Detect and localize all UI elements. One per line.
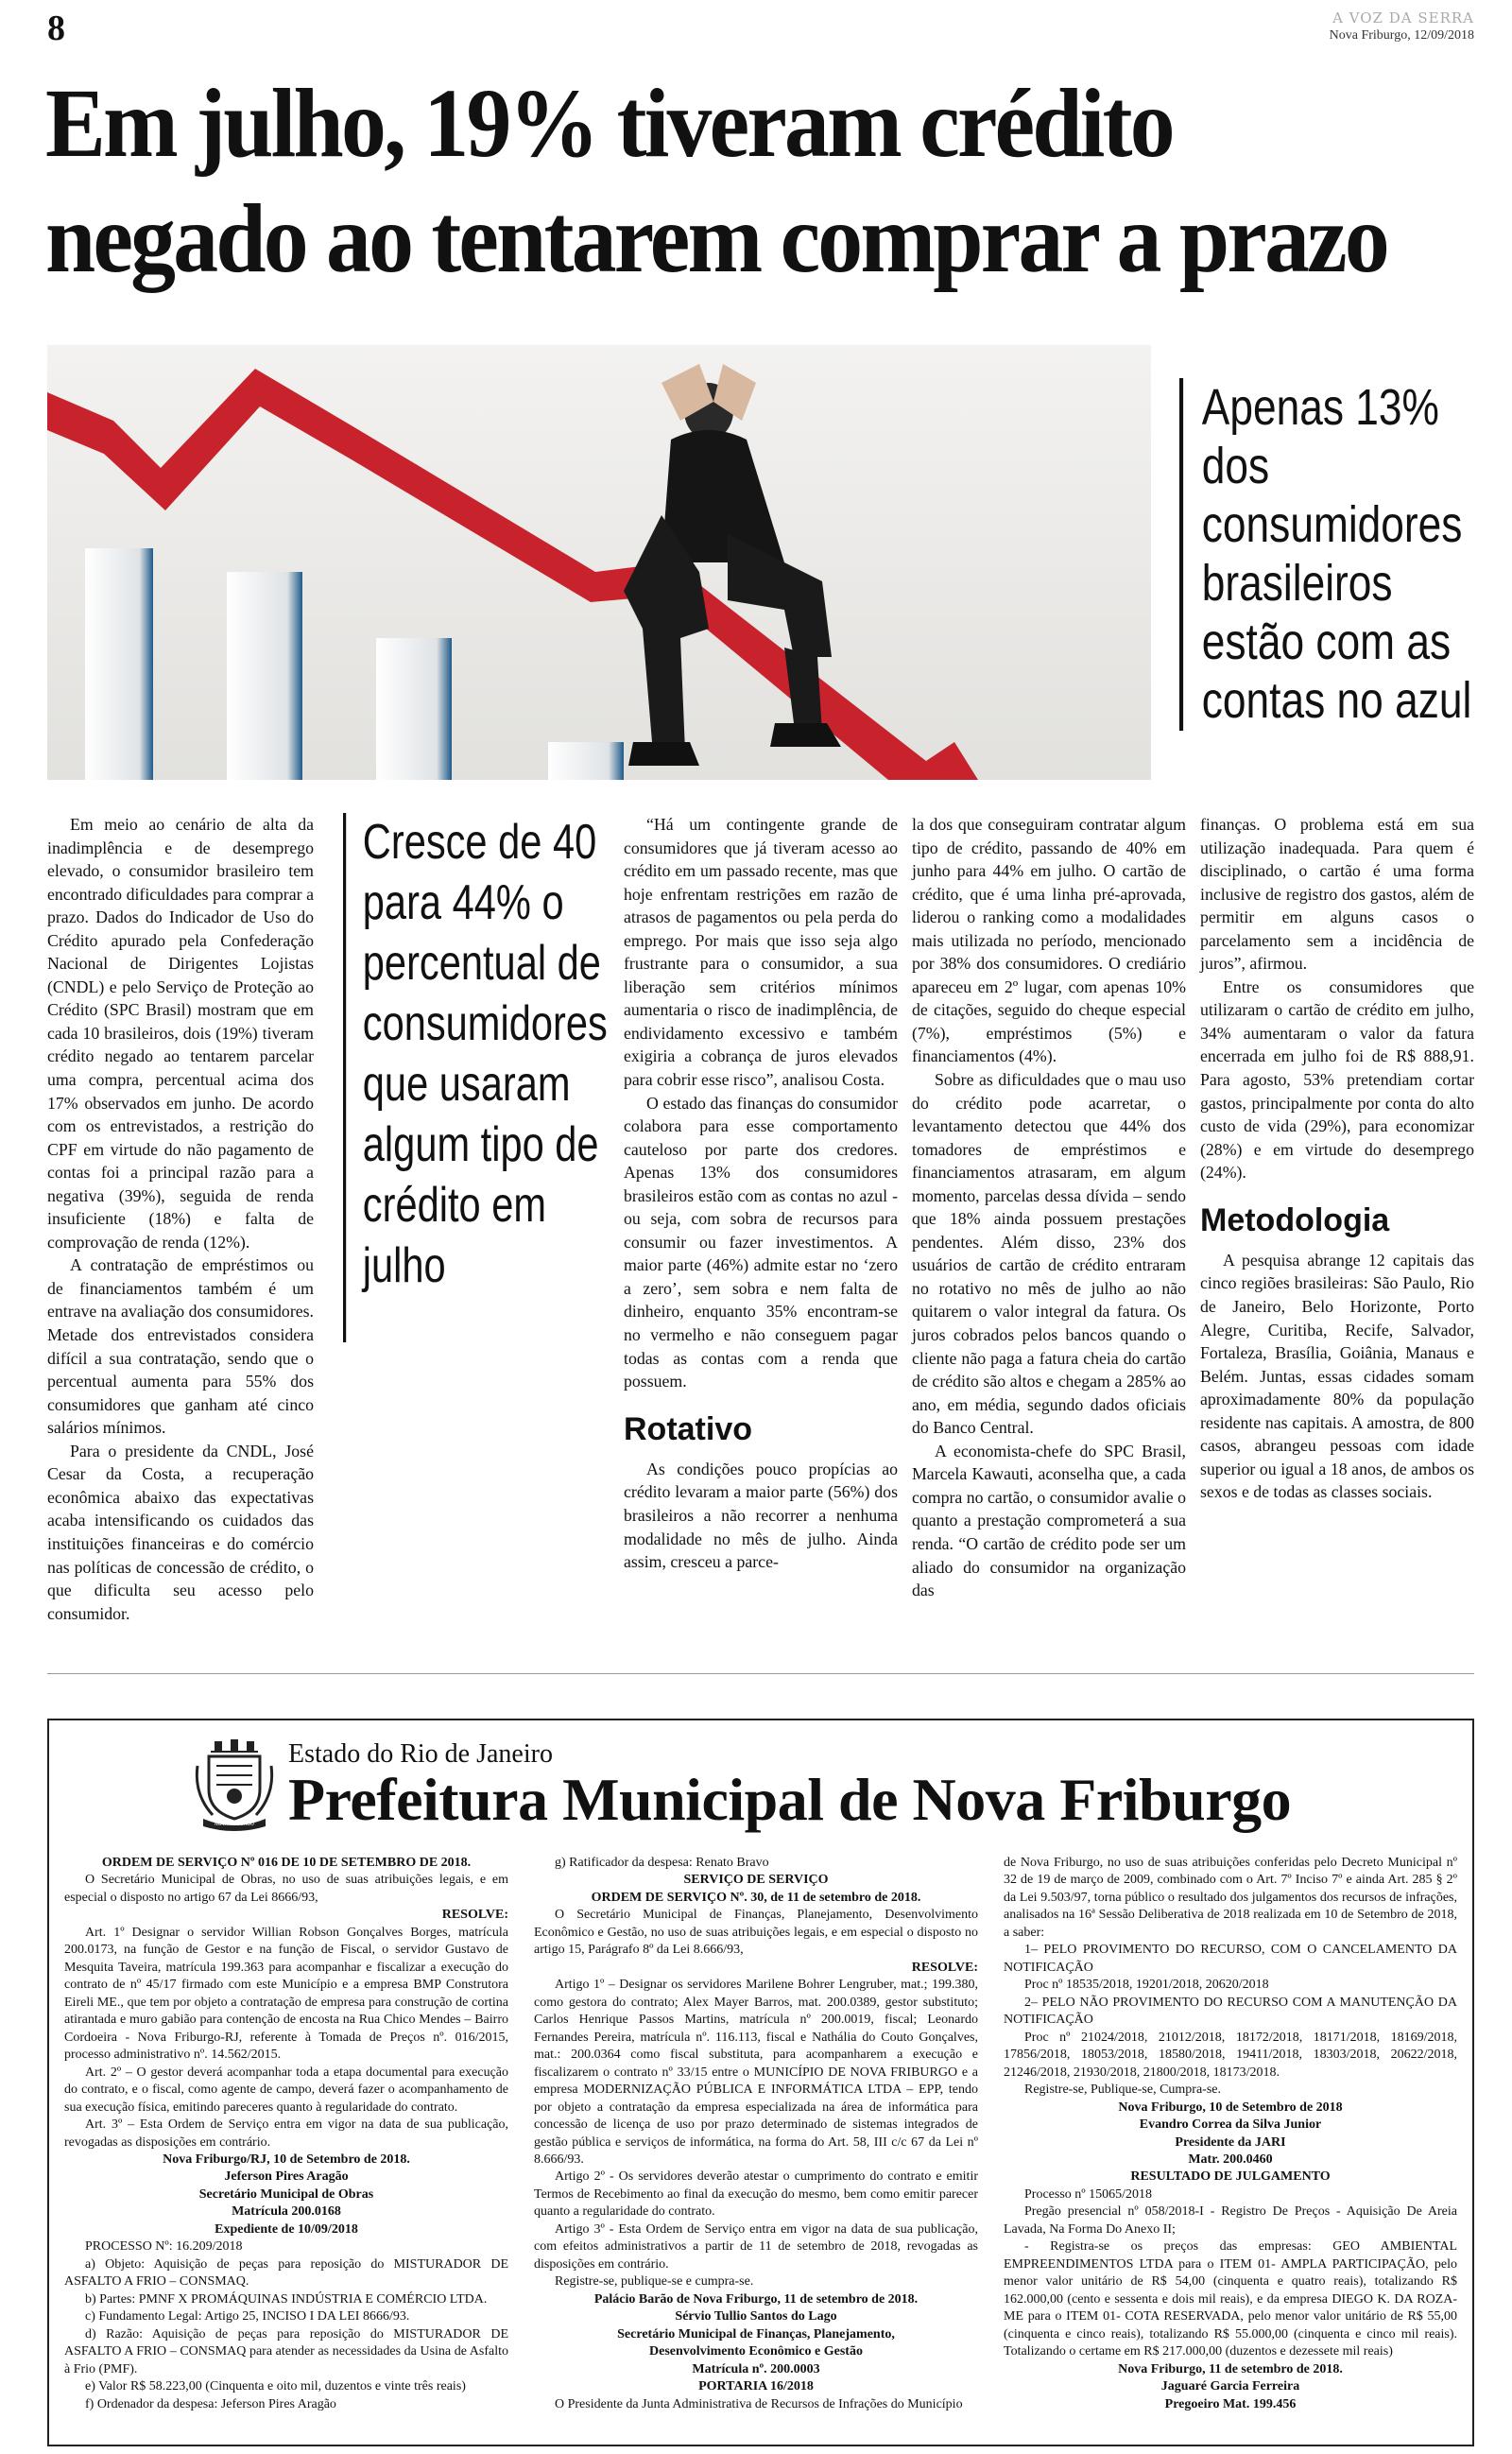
notice-line: Nova Friburgo/RJ, 10 de Setembro de 2018. — [163, 2152, 410, 2167]
article-column-3 — [624, 813, 898, 1574]
notice-line: Matrícula nº. 200.0003 — [692, 2361, 820, 2376]
photo-bar — [376, 638, 452, 780]
article-paragraph: “Há um contingente grande de consumidores que já tiveram acesso ao crédito em um passado recente, mas que hoje enfrentam restrições em razão de atrasos de pagamentos ou pela perda do emprego. Por mais que isso seja algo frustrante para o consumidor, a sua liberação sem critérios mínimos aumentaria o risco de inadimplência, de endividamento excessivo e também exigiria a cobrança de juros elevados para cobrir esse risco”, analisou Costa. — [624, 815, 898, 1090]
notice-line: Secretário Municipal de Obras — [198, 2186, 374, 2202]
headline-line-2: negado ao tentarem comprar a prazo — [45, 183, 1387, 293]
notice-line: Art. 1º Designar o servidor Willian Robson Gonçalves Borges, matrícula 200.0173, na função de Gestor e na função de Fiscal, o servidor Gustavo de Mesquita Taveira, matrícula 199.363 para acompanhar e fiscalizar a execução do contrato de nº 45/17 firmado com este Município e a empresa BMP Construtora Eireli ME., que tem por objeto a contratação de empresa para construção de cortina atirantada e muro gabião para contenção de encosta na Rua Chico Mendes – Bairro Cordoeira - Nova Friburgo-RJ, referente à Tomada de Preços nº. 016/2015, processo administrativo nº. 14.562/2015. — [64, 1925, 508, 2063]
notice-line: Processo nº 15065/2018 — [1024, 2186, 1153, 2202]
notice-line: Nova Friburgo, 10 de Setembro de 2018 — [1118, 2100, 1343, 2115]
notice-line: b) Partes: PMNF X PROMÁQUINAS INDÚSTRIA E COMÉRCIO LTDA. — [85, 2291, 488, 2307]
notice-line: ORDEM DE SERVIÇO Nº 016 DE 10 DE SETEMBRO DE 2018. — [101, 1856, 472, 1870]
article-paragraph: A economista-chefe do SPC Brasil, Marcela Kawauti, aconselha que, a cada compra no cartão, o consumidor avalie o quanto a prestação comprometerá a sua renda. “O cartão de crédito pode ser um aliado do consumidor na organização das — [912, 1441, 1186, 1600]
notice-line: Evandro Correa da Silva Junior — [1139, 2117, 1322, 2133]
notice-line: Jaguaré Garcia Ferreira — [1160, 2379, 1300, 2394]
notice-line: RESOLVE: — [911, 1960, 978, 1975]
notice-line: Pregão presencial nº 058/2018-I - Registro De Preços - Aquisição De Areia Lavada, Na Forma Do Anexo II; — [1004, 2204, 1457, 2237]
notice-line: PORTARIA 16/2018 — [698, 2379, 814, 2394]
notice-column-3 — [1004, 1855, 1457, 2413]
city-crest-icon — [194, 1737, 275, 1832]
crest-motto: NOVA FRIBURGO — [215, 1822, 254, 1827]
notice-line: 2– PELO NÃO PROVIMENTO DO RECURSO COM A MANUTENÇÃO DA NOTIFICAÇÃO — [1004, 1995, 1457, 2028]
notice-line: Art. 3º – Esta Ordem de Serviço entra em vigor na data de sua publicação, revogadas as disposições em contrário. — [64, 2117, 508, 2150]
headline — [45, 66, 1387, 296]
notice-line: Desenvolvimento Econômico e Gestão — [649, 2344, 863, 2359]
photo-illustration — [47, 345, 1151, 780]
masthead — [1330, 9, 1474, 43]
photo-bar — [227, 572, 302, 780]
notice-line: Palácio Barão de Nova Friburgo, 11 de setembro de 2018. — [593, 2291, 919, 2307]
subheading-metodologia: Metodologia — [1200, 1201, 1390, 1238]
notice-line: Expediente de 10/09/2018 — [215, 2221, 358, 2237]
notice-line: Artigo 2º - Os servidores deverão atestar o cumprimento do contrato e emitir Termos de Recebimento ao final da execução do mesmo, bem como emitir parecer quanto a regularidade do contrato. — [534, 2169, 978, 2220]
notice-line: Nova Friburgo, 11 de setembro de 2018. — [1118, 2361, 1343, 2376]
publication-name: A VOZ DA SERRA — [1332, 9, 1474, 26]
notice-line: O Secretário Municipal de Finanças, Planejamento, Desenvolvimento Econômico e Gestão, no uso de suas atribuições legais, e em especial o disposto no artigo 15, Parágrafo 8º da Lei 8.666/93, — [534, 1908, 978, 1958]
notice-line: - Registra-se os preços das empresas: GEO AMBIENTAL EMPREENDIMENTOS LTDA para o ITEM 01- AMPLA PARTICIPAÇÃO, pelo menor valor unitário de R$ 54,00 (cinquenta e quatro reais), totalizando R$ 162.000,00 (cento e sessenta e dois mil reais), e da empresa DIEGO K. DA ROZA-ME para o ITEM 01- COTA RESERVADA, pelo menor valor unitário de R$ 55,00 (cinquenta e cinco reais), totalizando R$ 55.000,00 (cinquenta e cinco mil reais). Totalizando o certame em R$ 217.000,00 (duzentos e dezessete mil reais) — [1004, 2239, 1457, 2359]
notice-line: RESULTADO DE JULGAMENTO — [1130, 2169, 1331, 2185]
notice-line: g) Ratificador da despesa: Renato Bravo — [555, 1856, 769, 1870]
notice-line: a) Objeto: Aquisição de peças para reposição do MISTURADOR DE ASFALTO A FRIO – CONSMAQ. — [64, 2256, 508, 2290]
notice-line: de Nova Friburgo, no uso de suas atribuições conferidas pelo Decreto Municipal nº 32 de 19 de março de 2009, combinado com o Art. 7º Inciso 7º e ainda Art. 285 § 2º da Lei 9.503/97, torna público o resultado dos julgamentos dos recursos de infrações, analisados na 16ª Sessão Deliberativa de 2018 realizada em 10 de Setembro de 2018, a saber: — [1004, 1856, 1457, 1940]
notice-line: O Secretário Municipal de Obras, no uso de suas atribuições legais, e em especial o disposto no artigo 67 da Lei 8666/93, — [64, 1873, 508, 1905]
notice-line: Matr. 200.0460 — [1188, 2152, 1273, 2167]
notice-line: Artigo 1º – Designar os servidores Marilene Bohrer Lengruber, mat.; 199.380, como gestora do contrato; Alex Mayer Barros, mat. 200.0389, gestor substituto; Carlos Henrique Passos Martins, matrícula nº 200.0019, fiscal; Leonardo Fernandes Pereira, matrícula nº. 116.113, fiscal e Nathália do Couto Gonçalves, mat.: 200.0364 como fiscal substituta, para acompanharem a execução e fiscalizarem o contrato nº 33/15 entre o MUNICÍPIO DE NOVA FRIBURGO e a empresa MODERNIZAÇÃO PÚBLICA E INFORMÁTICA LTDA – EPP, tendo por objeto a contratação da empresa especializada na área de informática para concessão de licença de uso por prazo determinado de sistemas integrados de gestão pública e serviços de informática, na forma do Art. 58, III c/c 67 da Lei nº 8.666/93. — [534, 1978, 978, 2167]
notice-line: ORDEM DE SERVIÇO Nº. 30, de 11 de setembro de 2018. — [591, 1890, 921, 1905]
notice-line: Sérvio Tullio Santos do Lago — [675, 2309, 837, 2324]
article-column-1 — [47, 813, 314, 1625]
subheading-rotativo: Rotativo — [624, 1410, 752, 1447]
notice-line: Art. 2º – O gestor deverá acompanhar toda a etapa documental para execução do contrato, e o fiscal, como agente de campo, deverá fazer o acompanhamento de sua execução física, emitindo pareceres quanto à regularidade do contrato. — [64, 2065, 508, 2115]
notice-line: e) Valor R$ 58.223,00 (Cinquenta e oito mil, duzentos e vinte três reais) — [85, 2379, 466, 2394]
publication-date: Nova Friburgo, 12/09/2018 — [1329, 28, 1474, 43]
article-paragraph: As condições pouco propícias ao crédito levaram a maior parte (56%) dos brasileiros a não recorrer a nenhuma modalidade no mês de julho. Ainda assim, cresceu a parce- — [624, 1459, 898, 1572]
notice-line: Proc nº 18535/2018, 19201/2018, 20620/2018 — [1024, 1978, 1269, 1993]
article-paragraph: A contratação de empréstimos ou de financiamentos também é um entrave na avaliação dos consumidores. Metade dos entrevistados considera difícil a sua contratação, sendo que o percentual aumenta para 55% dos consumidores que ganham até cinco salários mínimos. — [47, 1255, 314, 1438]
notice-line: Pregoeiro Mat. 199.456 — [1164, 2396, 1297, 2411]
notice-line: Registre-se, publique-se e cumpra-se. — [555, 2274, 754, 2290]
notice-line: f) Ordenador da despesa: Jeferson Pires Aragão — [85, 2396, 336, 2411]
notice-line: 1– PELO PROVIMENTO DO RECURSO, COM O CANCELAMENTO DA NOTIFICAÇÃO — [1004, 1943, 1457, 1975]
notice-line: Presidente da JARI — [1175, 2134, 1286, 2150]
article-paragraph: Sobre as dificuldades que o mau uso do crédito pode acarretar, o levantamento detectou que 44% dos tomadores de empréstimos e financiamentos atrasaram, em algum momento, parcelas dessa dívida – sendo que 18% ainda possuem prestações pendentes. Além disso, 23% dos usuários de cartão de crédito entraram no rotativo no mês de julho ao não quitarem o valor integral da fatura. Os juros cobrados pelos bancos quando o cliente não paga a fatura cheia do cartão de crédito são altos e chegam a 285% ao ano, em média, segundo dados oficiais do Banco Central. — [912, 1070, 1186, 1438]
notice-line: Artigo 3º - Esta Ordem de Serviço entra em vigor na data de sua publicação, com efeitos administrativos a partir de 11 de setembro de 2018, revogadas as disposições em contrário. — [534, 2221, 978, 2272]
notice-line: Registre-se, Publique-se, Cumpra-se. — [1024, 2082, 1222, 2098]
notice-line: Matrícula 200.0168 — [232, 2204, 341, 2220]
notice-state: Estado do Rio de Janeiro — [288, 1739, 553, 1769]
notice-line: SERVIÇO DE SERVIÇO — [683, 1873, 829, 1888]
article-paragraph: finanças. O problema está em sua utilização inadequada. Para quem é disciplinado, o cartão é uma forma inclusive de registro dos gastos, além de permitir em alguns casos o parcelamento sem a incidência de juros”, afirmou. — [1200, 815, 1474, 974]
photo-bar — [548, 742, 624, 780]
article-column-5 — [1200, 813, 1474, 1504]
article-paragraph: Para o presidente da CNDL, José Cesar da Costa, a recuperação econômica abaixo das expectativas acaba intensificando os cuidados das instituições financeiras e do comércio nas políticas de concessão de crédito, o que dificulta seu acesso pelo consumidor. — [47, 1441, 314, 1623]
photo-bar — [85, 548, 153, 780]
article-paragraph: A pesquisa abrange 12 capitais das cinco regiões brasileiras: São Paulo, Rio de Janeiro, Belo Horizonte, Porto Alegre, Curitiba, Recife, Salvador, Fortaleza, Brasília, Goiânia, Manaus e Belém. Juntas, essas cidades somam aproximadamente 80% da população residente nas capitais. A amostra, de 800 casos, abrangeu pessoas com idade superior ou igual a 18 anos, de ambos os sexos e de todas as classes sociais. — [1200, 1250, 1474, 1502]
notice-line: O Presidente da Junta Administrativa de Recursos de Infrações do Município — [555, 2396, 963, 2411]
article-photo — [47, 345, 1151, 780]
notice-line: Proc nº 21024/2018, 21012/2018, 18172/2018, 18171/2018, 18169/2018, 17856/2018, 18053/2018, 18580/2018, 19411/2018, 18303/2018, 20622/2018, 21246/2018, 21930/2018, 21800/2018, 18173/2018. — [1004, 2030, 1457, 2080]
notice-line: d) Razão: Aquisição de peças para reposição do MISTURADOR DE ASFALTO A FRIO – CONSMAQ para atender as necessidades da Usina de Asfalto à Frio (PMF). — [64, 2326, 508, 2376]
section-divider — [47, 1673, 1474, 1674]
notice-line: RESOLVE: — [441, 1908, 508, 1923]
notice-line: PROCESSO Nº: 16.209/2018 — [85, 2239, 243, 2255]
article-column-4 — [912, 813, 1186, 1602]
pull-quote: Apenas 13% dos consumidores brasileiros estão com as contas no azul — [1179, 378, 1504, 731]
notice-line: Secretário Municipal de Finanças, Planejamento, — [617, 2326, 895, 2342]
article-paragraph: Entre os consumidores que utilizaram o cartão de crédito em julho, 34% aumentaram o valor da fatura encerrada em julho foi de R$ 888,91. Para agosto, 53% pretendiam cortar gastos, principalmente por conta do alto custo de vida (29%), para economizar (28%) e em virtude do desemprego (24%). — [1200, 976, 1474, 1183]
article-paragraph: la dos que conseguiram contratar algum tipo de crédito, passando de 40% em junho para 44% em julho. O cartão de crédito, que é uma linha pré-aprovada, liderou o ranking como a modalidades mais utilizada no período, mencionado por 38% dos consumidores. O crediário apareceu em 2º lugar, com apenas 10% de citações, seguido do cheque especial (7%), empréstimos (5%) e financiamentos (4%). — [912, 815, 1186, 1066]
article-paragraph: O estado das finanças do consumidor colabora para esse comportamento cauteloso por parte dos credores. Apenas 13% dos consumidores brasileiros estão com as contas no azul - ou seja, com sobra de recursos para consumir ou fazer investimentos. A maior parte (46%) admite estar no ‘zero a zero’, sem sobra e nem falta de dinheiro, enquanto 35% encontram-se no vermelho e não conseguem pagar todas as contas com a renda que possuem. — [624, 1093, 898, 1391]
notice-title: Prefeitura Municipal de Nova Friburgo — [288, 1766, 1292, 1833]
notice-line: Jeferson Pires Aragão — [224, 2169, 349, 2185]
notice-line: c) Fundamento Legal: Artigo 25, INCISO I DA LEI 8666/93. — [85, 2309, 410, 2324]
notice-column-1 — [64, 1855, 508, 2413]
page-number: 8 — [47, 9, 65, 48]
notice-column-2 — [534, 1855, 978, 2413]
callout-quote: Cresce de 40 para 44% o percentual de consumidores que usaram algum tipo de crédito em julho — [343, 813, 608, 1342]
article-paragraph: Em meio ao cenário de alta da inadimplência e de desemprego elevado, o consumidor brasileiro tem encontrado dificuldades para comprar a prazo. Dados do Indicador de Uso do Crédito apurado pela Confederação Nacional de Dirigentes Lojistas (CNDL) e pelo Serviço de Proteção ao Crédito (SPC Brasil) mostram que em cada 10 brasileiros, dois (19%) tiveram crédito negado ao tentarem parcelar uma compra, percentual acima dos 17% observados em junho. De acordo com os entrevistados, a restrição do CPF em virtude do não pagamento de contas foi a principal razão para a negativa (39%), seguida de renda insuficiente (18%) e falta de comprovação de renda (12%). — [47, 815, 314, 1252]
headline-line-1: Em julho, 19% tiveram crédito — [45, 69, 1173, 178]
